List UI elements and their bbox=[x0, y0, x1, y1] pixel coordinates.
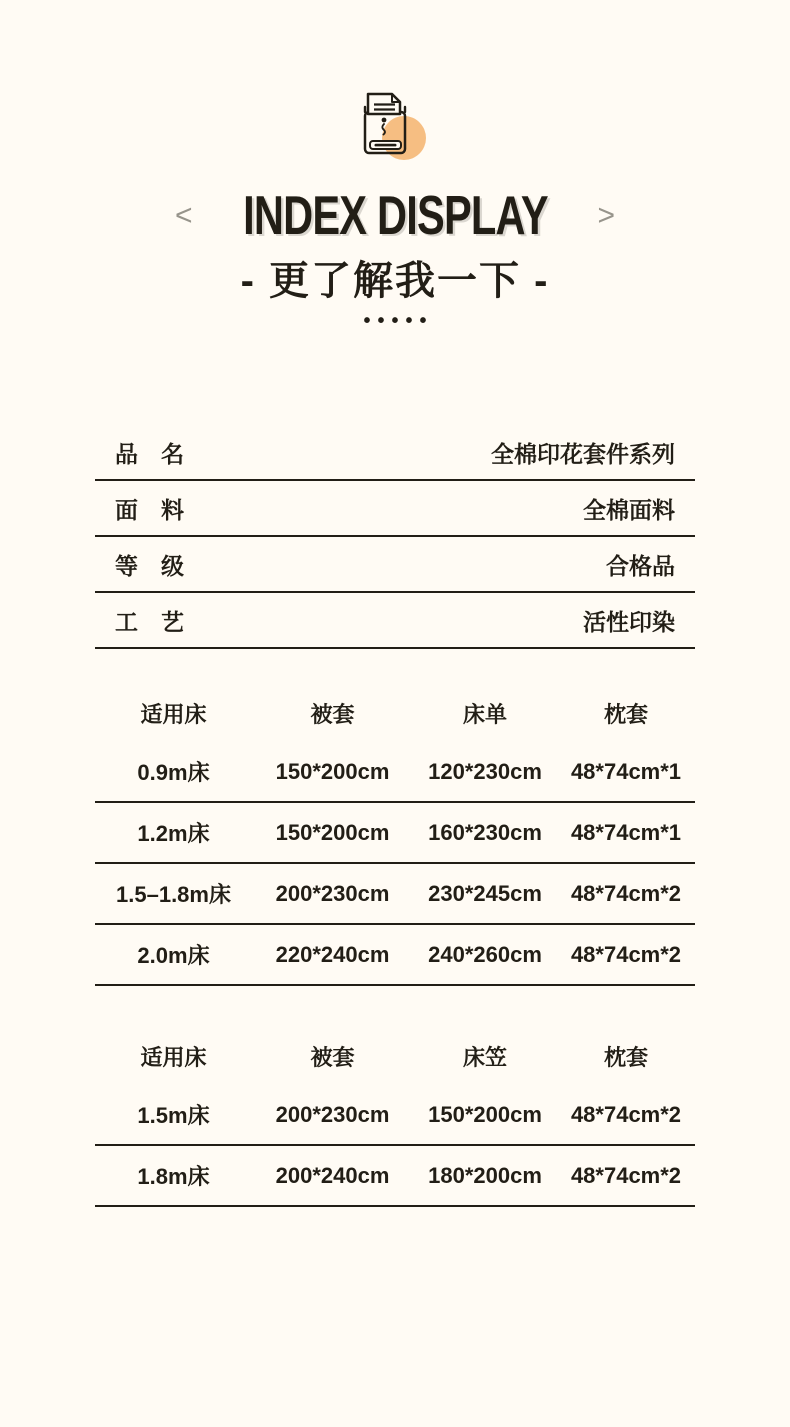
bed-size-cell: 1.2m床 bbox=[137, 821, 210, 846]
info-label: 工 艺 bbox=[115, 608, 184, 635]
duvet-cover-cell: 200*230cm bbox=[275, 880, 390, 906]
bed-size-cell: 0.9m床 bbox=[137, 760, 210, 785]
page-subtitle: - 更了解我一下 - bbox=[240, 259, 550, 303]
table-row bbox=[95, 864, 695, 925]
fitted-sheet-cell: 150*200cm bbox=[428, 1101, 542, 1127]
bed-size-cell: 1.8m床 bbox=[137, 1164, 210, 1189]
pillowcase-cell: 48*74cm*2 bbox=[570, 880, 682, 906]
info-label: 等 级 bbox=[115, 552, 184, 579]
info-row-product-name bbox=[95, 425, 695, 481]
column-header: 被套 bbox=[310, 701, 355, 727]
table-row bbox=[95, 1146, 695, 1207]
pillowcase-cell: 48*74cm*1 bbox=[570, 819, 682, 845]
info-row-craft bbox=[95, 593, 695, 649]
flat-sheet-cell: 230*245cm bbox=[428, 880, 542, 906]
archive-document-icon bbox=[351, 80, 439, 168]
column-header: 枕套 bbox=[603, 701, 648, 727]
column-header: 被套 bbox=[310, 1044, 355, 1070]
flat-sheet-cell: 120*230cm bbox=[428, 758, 542, 784]
table-row bbox=[95, 803, 695, 864]
bed-size-cell: 1.5–1.8m床 bbox=[116, 882, 231, 907]
duvet-cover-cell: 220*240cm bbox=[275, 941, 390, 967]
table-row bbox=[95, 925, 695, 986]
bed-size-cell: 1.5m床 bbox=[137, 1103, 210, 1128]
column-header: 适用床 bbox=[140, 701, 207, 727]
size-table-flat-sheet bbox=[95, 684, 695, 986]
bed-size-cell: 2.0m床 bbox=[137, 943, 210, 968]
info-label: 面 料 bbox=[115, 496, 184, 523]
info-row-grade bbox=[95, 537, 695, 593]
title-row bbox=[0, 185, 790, 247]
info-label: 品 名 bbox=[115, 440, 184, 467]
duvet-cover-cell: 200*240cm bbox=[275, 1162, 390, 1188]
fitted-sheet-cell: 180*200cm bbox=[428, 1162, 542, 1188]
pillowcase-cell: 48*74cm*2 bbox=[570, 1162, 682, 1188]
column-header: 适用床 bbox=[140, 1044, 207, 1070]
duvet-cover-cell: 200*230cm bbox=[275, 1101, 390, 1127]
hero-section bbox=[0, 80, 790, 333]
info-value: 全棉印花套件系列 bbox=[491, 440, 675, 467]
size-table-header-row bbox=[95, 1027, 695, 1085]
size-table-fitted-sheet bbox=[95, 1027, 695, 1207]
info-value: 全棉面料 bbox=[583, 496, 675, 523]
duvet-cover-cell: 150*200cm bbox=[275, 758, 390, 784]
flat-sheet-cell: 240*260cm bbox=[428, 941, 542, 967]
product-info-list bbox=[95, 425, 695, 649]
flat-sheet-cell: 160*230cm bbox=[428, 819, 542, 845]
archive-document-icon-svg bbox=[351, 80, 439, 168]
info-value: 合格品 bbox=[606, 552, 675, 579]
column-header: 床单 bbox=[462, 701, 507, 727]
subtitle-dots: ••••• bbox=[363, 310, 434, 332]
box-dot bbox=[382, 118, 387, 123]
info-row-fabric bbox=[95, 481, 695, 537]
table-row bbox=[95, 742, 695, 803]
info-value: 活性印染 bbox=[583, 608, 675, 635]
title-chevron-right-icon: > bbox=[597, 199, 616, 232]
pillowcase-cell: 48*74cm*2 bbox=[570, 941, 682, 967]
size-table-header-row bbox=[95, 684, 695, 742]
duvet-cover-cell: 150*200cm bbox=[275, 819, 390, 845]
page-title: INDEX DISPLAY bbox=[242, 185, 548, 247]
column-header: 床笠 bbox=[462, 1044, 507, 1070]
pillowcase-cell: 48*74cm*2 bbox=[570, 1101, 682, 1127]
box-slot-bar bbox=[375, 144, 397, 147]
column-header: 枕套 bbox=[603, 1044, 648, 1070]
table-row bbox=[95, 1085, 695, 1146]
product-detail-page bbox=[0, 80, 790, 1427]
pillowcase-cell: 48*74cm*1 bbox=[570, 758, 682, 784]
title-chevron-left-icon: < bbox=[174, 199, 193, 232]
